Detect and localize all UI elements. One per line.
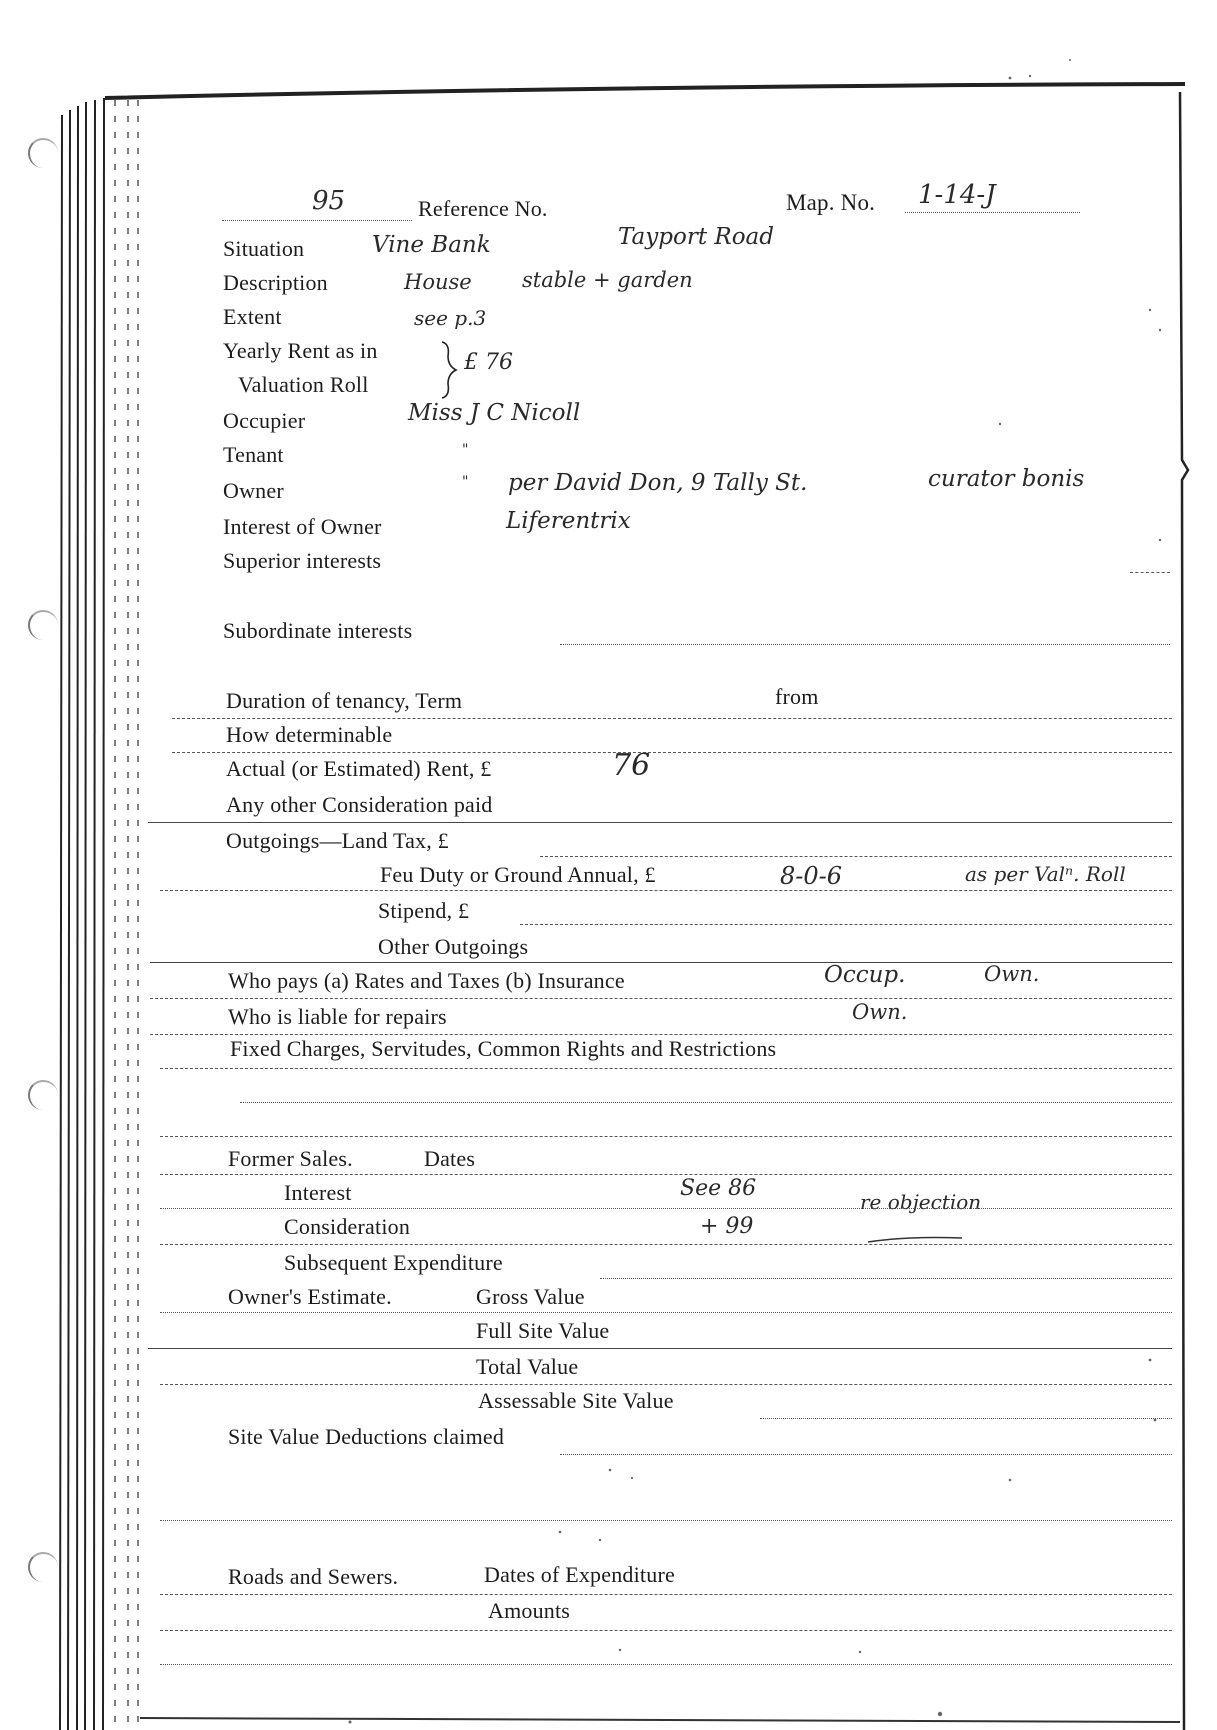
who-liable-value: Own. xyxy=(852,1000,908,1024)
extent-value: see p.3 xyxy=(414,306,487,330)
interest-of-owner-label: Interest of Owner xyxy=(223,514,382,539)
extent-label: Extent xyxy=(223,304,282,329)
other-outgoings-label: Other Outgoings xyxy=(378,934,529,959)
who-liable-label: Who is liable for repairs xyxy=(228,1004,447,1029)
amounts-label: Amounts xyxy=(488,1598,571,1623)
actual-rent-label: Actual (or Estimated) Rent, £ xyxy=(226,756,492,781)
who-pays-label: Who pays (a) Rates and Taxes (b) Insurance xyxy=(228,968,625,993)
tenant-label: Tenant xyxy=(223,442,284,467)
tenant-ditto-mark: " xyxy=(462,442,469,458)
former-sales-label: Former Sales. xyxy=(228,1146,353,1171)
situation-road-value: Tayport Road xyxy=(618,224,774,250)
consideration-label: Consideration xyxy=(284,1214,411,1239)
description-label: Description xyxy=(223,270,328,295)
insurance-payer-value: Own. xyxy=(984,962,1040,986)
site-value-deductions-label: Site Value Deductions claimed xyxy=(228,1424,505,1449)
rates-payer-value: Occup. xyxy=(824,962,906,988)
subsequent-expenditure-label: Subsequent Expenditure xyxy=(284,1250,503,1275)
duration-of-tenancy-label: Duration of tenancy, Term xyxy=(226,688,463,713)
reference-number-value: 95 xyxy=(312,186,346,216)
interest-of-owner-value: Liferentrix xyxy=(506,508,631,534)
interest-label: Interest xyxy=(284,1180,352,1205)
roads-sewers-label: Roads and Sewers. xyxy=(228,1564,399,1589)
subordinate-interests-label: Subordinate interests xyxy=(223,618,413,643)
description-extra-value: stable + garden xyxy=(522,268,693,292)
owner-role-value: curator bonis xyxy=(928,466,1085,492)
consideration-note: re objection xyxy=(860,1190,982,1214)
feu-duty-value: 8-0-6 xyxy=(780,862,843,890)
yearly-rent-value: £ 76 xyxy=(464,350,513,375)
feu-duty-label: Feu Duty or Ground Annual, £ xyxy=(380,862,656,887)
gross-value-label: Gross Value xyxy=(476,1284,585,1309)
actual-rent-value: 76 xyxy=(612,748,651,783)
assessable-site-value-label: Assessable Site Value xyxy=(478,1388,674,1413)
yearly-rent-label: Yearly Rent as in xyxy=(223,338,378,363)
map-number-label: Map. No. xyxy=(786,190,876,215)
situation-value: Vine Bank xyxy=(372,232,491,258)
interest-value: See 86 xyxy=(680,1176,757,1201)
stipend-label: Stipend, £ xyxy=(378,898,470,923)
owner-ditto-mark: " xyxy=(462,474,469,490)
outgoings-land-tax-label: Outgoings—Land Tax, £ xyxy=(226,828,449,853)
occupier-value: Miss J C Nicoll xyxy=(408,400,581,426)
occupier-label: Occupier xyxy=(223,408,306,433)
duration-from-label: from xyxy=(775,684,819,709)
situation-label: Situation xyxy=(223,236,305,261)
dates-of-expenditure-label: Dates of Expenditure xyxy=(484,1562,675,1587)
owner-label: Owner xyxy=(223,478,284,503)
map-number-value: 1-14-J xyxy=(918,180,996,210)
owners-estimate-label: Owner's Estimate. xyxy=(228,1284,392,1309)
former-sales-dates-label: Dates xyxy=(424,1146,476,1171)
total-value-label: Total Value xyxy=(476,1354,579,1379)
how-determinable-label: How determinable xyxy=(226,722,393,747)
valuation-roll-label: Valuation Roll xyxy=(238,372,369,397)
owner-value: per David Don, 9 Tally St. xyxy=(508,470,808,496)
feu-duty-note: as per Valⁿ. Roll xyxy=(965,862,1126,886)
superior-interests-label: Superior interests xyxy=(223,548,382,573)
fixed-charges-label: Fixed Charges, Servitudes, Common Rights and Restrictions xyxy=(230,1036,777,1061)
reference-number-label: Reference No. xyxy=(418,196,548,221)
description-value: House xyxy=(404,270,472,294)
full-site-value-label: Full Site Value xyxy=(476,1318,610,1343)
consideration-value: + 99 xyxy=(700,1214,754,1239)
other-consideration-label: Any other Consideration paid xyxy=(226,792,493,817)
